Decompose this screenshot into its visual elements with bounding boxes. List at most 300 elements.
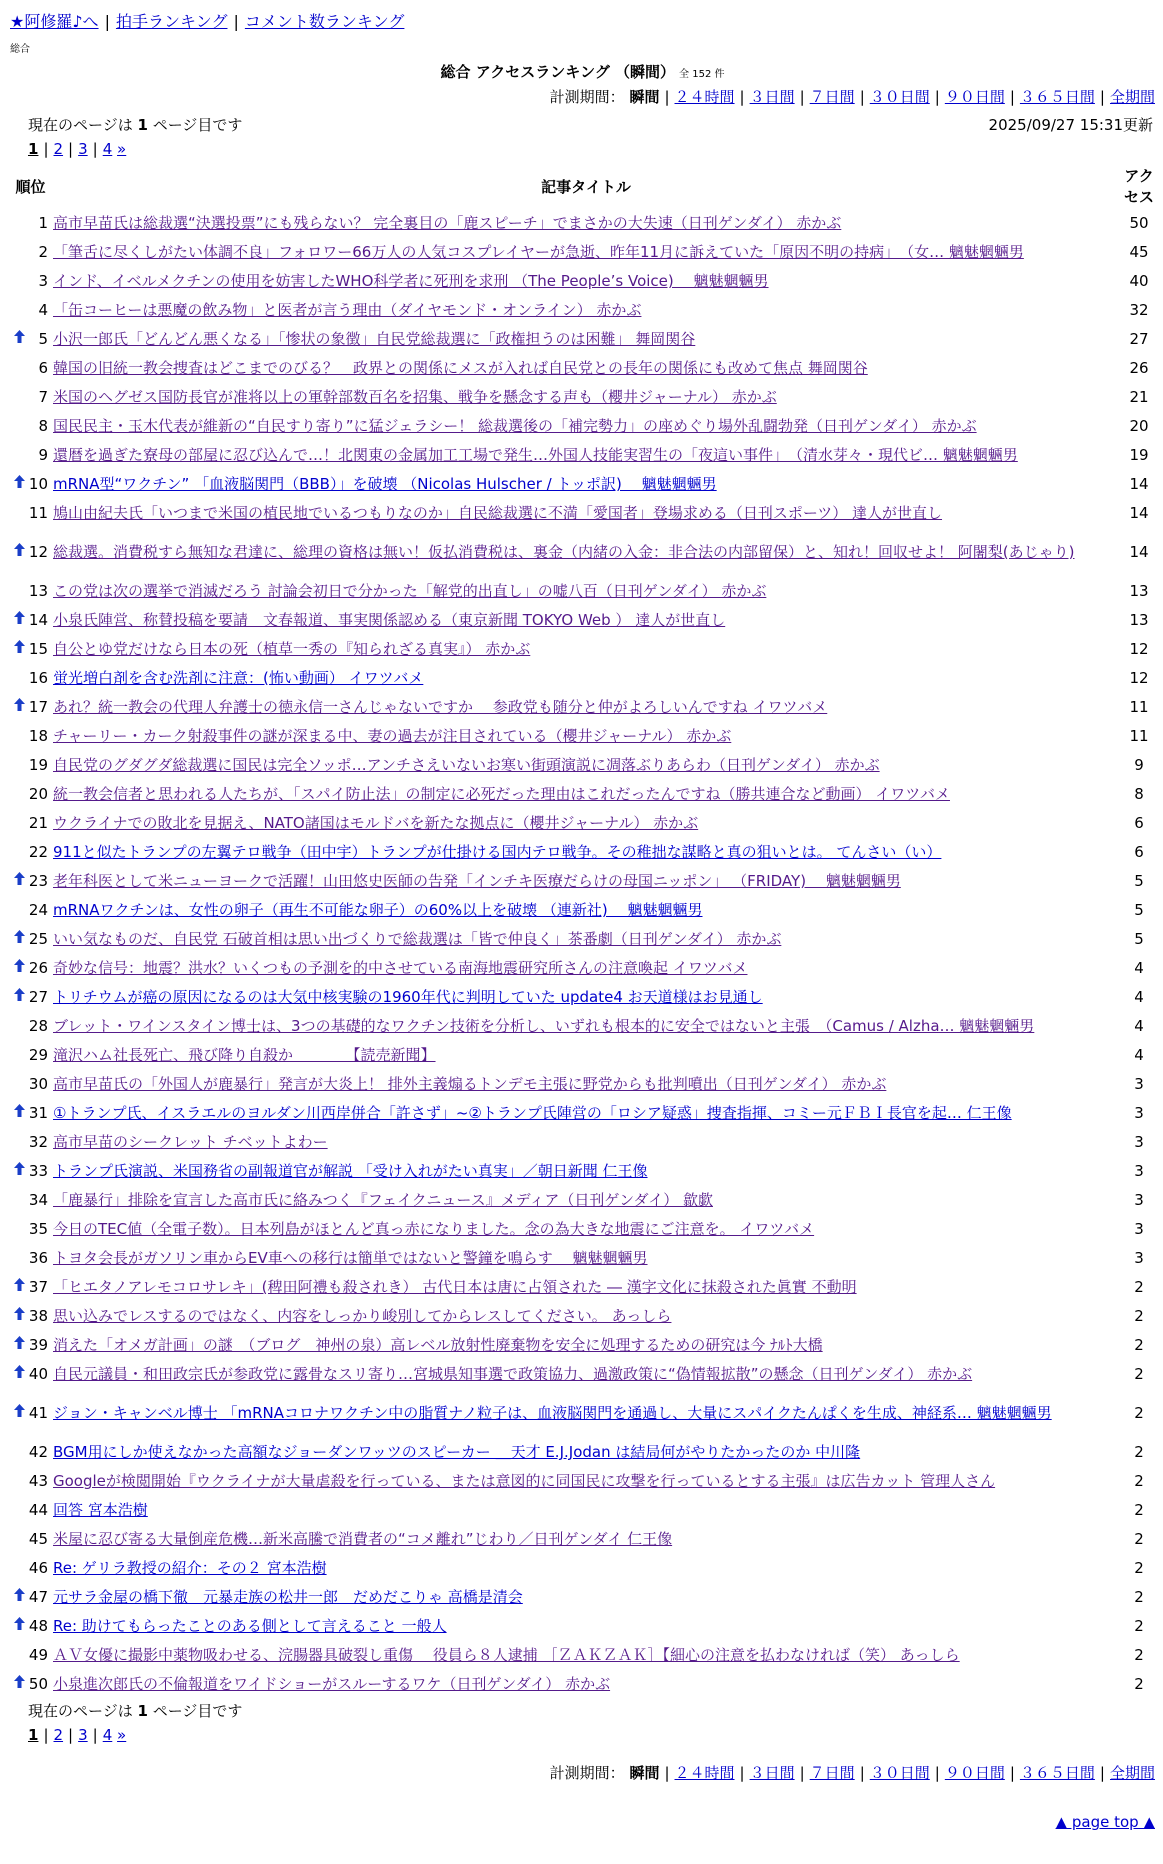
separator: | xyxy=(739,88,745,106)
title-cell xyxy=(51,722,1121,751)
article-link[interactable]: Re: ゲリラ教授の紹介：その２ 宮本浩樹 xyxy=(53,1559,327,1577)
table-row xyxy=(10,441,1157,470)
access-count: 3 xyxy=(1134,1249,1144,1267)
rank-number: 45 xyxy=(28,1530,48,1548)
table-row xyxy=(10,209,1157,238)
title-cell xyxy=(51,635,1121,664)
rank-change xyxy=(10,1273,28,1302)
article-link[interactable]: 蛍光増白剤を含む洗剤に注意：(怖い動画） イワツバメ xyxy=(53,669,424,687)
rank-change xyxy=(10,751,28,780)
rank-number: 5 xyxy=(38,330,48,348)
top-nav xyxy=(10,12,1155,32)
article-link[interactable]: 奇妙な信号：地震？洪水？いくつもの予測を的中させている南海地震研究所さんの注意喚起 イワツバメ xyxy=(53,959,748,977)
title-cell xyxy=(51,809,1121,838)
article-link[interactable]: 自公とゆ党だけなら日本の死（植草一秀の『知られざる真実』） 赤かぶ xyxy=(53,640,531,658)
access-count: 2 xyxy=(1134,1559,1144,1577)
rank-change xyxy=(10,1612,28,1641)
separator: | xyxy=(68,140,74,158)
table-row xyxy=(10,1273,1157,1302)
category-label: 総合 xyxy=(10,44,30,55)
article-link[interactable]: チャーリー・カーク射殺事件の謎が深まる中、妻の過去が注目されている（櫻井ジャーナル） 赤かぶ xyxy=(53,727,732,745)
article-link[interactable]: mRNAワクチンは、女性の卵子（再生不可能な卵子）の60%以上を破壊 （連新社) 魑魅魍魎男 xyxy=(53,901,703,919)
rank-number: 35 xyxy=(28,1220,48,1238)
article-link[interactable]: 鳩山由紀夫氏「いつまで米国の植民地でいるつもりなのか」自民総裁選に不満「愛国者」登場求める（日刊スポーツ） 達人が世直し xyxy=(53,504,943,522)
rank-number: 43 xyxy=(28,1472,48,1490)
rank-number: 30 xyxy=(28,1075,48,1093)
period-link[interactable]: ３０日間 xyxy=(869,88,930,106)
period-link[interactable]: ３日間 xyxy=(749,88,795,106)
table-row xyxy=(10,809,1157,838)
period-link[interactable]: 全期間 xyxy=(1109,88,1155,106)
period-selector xyxy=(10,87,1155,107)
up-arrow-icon xyxy=(14,960,25,976)
rank-change xyxy=(10,1641,28,1670)
title-cell xyxy=(51,1244,1121,1273)
rank-change xyxy=(10,1099,28,1128)
access-count: 5 xyxy=(1134,901,1144,919)
article-link[interactable]: Re: 助けてもらったことのある側として言えること 一般人 xyxy=(53,1617,447,1635)
rank-number: 36 xyxy=(28,1249,48,1267)
separator: | xyxy=(739,1764,745,1782)
separator: | xyxy=(1099,1764,1105,1782)
separator: | xyxy=(1099,88,1105,106)
title-cell xyxy=(51,1389,1121,1438)
up-arrow-icon xyxy=(14,1405,25,1421)
article-link[interactable]: いい気なものだ、自民党 石破首相は思い出づくりで総裁選は「皆で仲良く」茶番劇（日刊ゲンダイ） 赤かぶ xyxy=(53,930,782,948)
rank-number: 14 xyxy=(28,611,48,629)
comment-ranking-link[interactable]: コメント数ランキング xyxy=(244,12,405,31)
article-link[interactable]: 国民民主・玉木代表が維新の“自民すり寄り”に猛ジェラシー！ 総裁選後の「補完勢力」の座めぐり場外乱闘勃発（日刊ゲンダイ） 赤かぶ xyxy=(53,417,977,435)
access-count: 12 xyxy=(1129,669,1149,687)
rank-change xyxy=(10,1157,28,1186)
ranking-title: 総合 アクセスランキング （瞬間） xyxy=(440,63,676,81)
title-cell xyxy=(51,1099,1121,1128)
table-row xyxy=(10,499,1157,528)
access-count: 11 xyxy=(1129,727,1149,745)
rank-change xyxy=(10,867,28,896)
pager-next-link[interactable]: » xyxy=(117,140,127,158)
access-count: 50 xyxy=(1129,214,1149,232)
table-row xyxy=(10,1302,1157,1331)
rank-number: 49 xyxy=(28,1646,48,1664)
article-link[interactable]: ジョン・キャンベル博士 「mRNAコロナワクチン中の脂質ナノ粒子は、血液脳関門を通過し、大量にスパイクたんぱくを生成、神経系… 魑魅魍魎男 xyxy=(53,1404,1052,1422)
access-count: 11 xyxy=(1129,698,1149,716)
table-row xyxy=(10,238,1157,267)
access-count: 4 xyxy=(1134,959,1144,977)
period-link[interactable]: ７日間 xyxy=(809,1764,855,1782)
table-row xyxy=(10,1128,1157,1157)
access-count: 2 xyxy=(1134,1501,1144,1519)
access-count: 26 xyxy=(1129,359,1149,377)
access-count: 2 xyxy=(1134,1530,1144,1548)
pager-next-link[interactable]: » xyxy=(117,1726,127,1744)
rank-change xyxy=(10,1360,28,1389)
table-row xyxy=(10,1389,1157,1438)
access-count: 2 xyxy=(1134,1646,1144,1664)
page-status: 現在のページは 1 ページ目です xyxy=(28,116,243,134)
rank-change xyxy=(10,838,28,867)
separator: | xyxy=(1009,1764,1015,1782)
article-link[interactable]: 元サラ金屋の橋下徹 元暴走族の松井一郎 だめだこりゃ 高橋是清会 xyxy=(53,1588,523,1606)
title-cell xyxy=(51,867,1121,896)
title-cell xyxy=(51,1360,1121,1389)
rank-number: 28 xyxy=(28,1017,48,1035)
table-row xyxy=(10,1186,1157,1215)
access-count: 2 xyxy=(1134,1617,1144,1635)
rank-number: 10 xyxy=(28,475,48,493)
article-link[interactable]: BGM用にしか使えなかった高額なジョーダンワッツのスピーカー ＿天才 E.J.Jodan は結局何がやりたかったのか 中川隆 xyxy=(53,1443,861,1461)
up-arrow-icon xyxy=(14,699,25,715)
access-count: 20 xyxy=(1129,417,1149,435)
page-status-bar xyxy=(28,115,1153,135)
period-current: 瞬間 xyxy=(629,88,660,106)
rank-change xyxy=(10,1525,28,1554)
rank-number: 48 xyxy=(28,1617,48,1635)
title-cell xyxy=(51,412,1121,441)
article-link[interactable]: 高市早苗氏は総裁選“決選投票”にも残らない？ 完全裏目の「鹿スピーチ」でまさかの大失速（日刊ゲンダイ） 赤かぶ xyxy=(53,214,842,232)
rank-number: 27 xyxy=(28,988,48,1006)
rank-change xyxy=(10,1215,28,1244)
access-count: 3 xyxy=(1134,1191,1144,1209)
pager-link[interactable]: 2 xyxy=(53,1726,64,1744)
rank-number: 29 xyxy=(28,1046,48,1064)
up-arrow-icon xyxy=(14,989,25,1005)
access-count: 2 xyxy=(1134,1472,1144,1490)
period-link[interactable]: 全期間 xyxy=(1109,1764,1155,1782)
article-link[interactable]: 統一教会信者と思われる人たちが、「スパイ防止法」の制定に必死だった理由はこれだったんですね（勝共連合など動画） イワツバメ xyxy=(53,785,950,803)
rank-number: 42 xyxy=(28,1443,48,1461)
pagination-bottom xyxy=(28,1725,1155,1745)
rank-change xyxy=(10,1389,28,1438)
separator: | xyxy=(934,88,940,106)
rank-change xyxy=(10,693,28,722)
access-header: アクセス xyxy=(1123,167,1154,206)
rank-change xyxy=(10,1554,28,1583)
rank-number: 3 xyxy=(38,272,48,290)
rank-change xyxy=(10,954,28,983)
article-link[interactable]: 小沢一郎氏「どんどん悪くなる」「惨状の象徴」自民党総裁選に「政権担うのは困難」 舞岡関谷 xyxy=(53,330,696,348)
access-count: 4 xyxy=(1134,1046,1144,1064)
rank-change xyxy=(10,1302,28,1331)
rank-change xyxy=(10,209,28,238)
separator: | xyxy=(104,12,110,31)
article-link[interactable]: インド、イベルメクチンの使用を妨害したWHO科学者に死刑を求刑 （The People’s Voice) 魑魅魍魎男 xyxy=(53,272,769,290)
article-link[interactable]: 今日のTEC値（全電子数）。日本列島がほとんど真っ赤になりました。念の為大きな地震にご注意を。 イワツバメ xyxy=(53,1220,815,1238)
period-link[interactable]: ２４時間 xyxy=(674,1764,735,1782)
up-arrow-icon xyxy=(14,544,25,560)
rank-change xyxy=(10,238,28,267)
pager-link[interactable]: 2 xyxy=(53,140,64,158)
rank-change xyxy=(10,1331,28,1360)
table-row xyxy=(10,1070,1157,1099)
table-row xyxy=(10,867,1157,896)
access-count: 27 xyxy=(1129,330,1149,348)
rank-change xyxy=(10,896,28,925)
access-count: 5 xyxy=(1134,930,1144,948)
table-row xyxy=(10,954,1157,983)
table-row xyxy=(10,664,1157,693)
table-row xyxy=(10,577,1157,606)
rank-change xyxy=(10,664,28,693)
article-link[interactable]: 小泉氏陣営、称賛投稿を要請 文春報道、事実関係認める（東京新聞 TOKYO Web ） 達人が世直し xyxy=(53,611,726,629)
title-cell xyxy=(51,983,1121,1012)
article-link[interactable]: 米国のヘグゼス国防長官が准将以上の軍幹部数百名を招集、戦争を懸念する声も（櫻井ジャーナル） 赤かぶ xyxy=(53,388,777,406)
article-link[interactable]: あれ？統一教会の代理人弁護士の徳永信一さんじゃないですか 参政党も随分と仲がよろしいんですね イワツバメ xyxy=(53,698,828,716)
rank-number: 4 xyxy=(38,301,48,319)
table-row xyxy=(10,1360,1157,1389)
title-cell xyxy=(51,1496,1121,1525)
title-cell xyxy=(51,499,1121,528)
period-link[interactable]: ３６５日間 xyxy=(1019,88,1095,106)
access-count: 2 xyxy=(1134,1307,1144,1325)
separator: | xyxy=(664,1764,670,1782)
access-count: 19 xyxy=(1129,446,1149,464)
table-header xyxy=(10,163,1157,209)
access-count: 2 xyxy=(1134,1404,1144,1422)
rank-change xyxy=(10,1467,28,1496)
pager-link[interactable]: 4 xyxy=(102,140,113,158)
period-link[interactable]: ２４時間 xyxy=(674,88,735,106)
rank-number: 20 xyxy=(28,785,48,803)
up-arrow-icon xyxy=(14,1105,25,1121)
pagination xyxy=(28,139,1155,159)
title-cell xyxy=(51,383,1121,412)
period-link[interactable]: ３６５日間 xyxy=(1019,1764,1095,1782)
article-link[interactable]: 還暦を過ぎた寮母の部屋に忍び込んで…！北関東の金属加工工場で発生…外国人技能実習生の「夜這い事件」 （清水芽々・現代ビ… 魑魅魍魎男 xyxy=(53,446,1018,464)
title-cell xyxy=(51,954,1121,983)
pager-link[interactable]: 3 xyxy=(78,140,88,158)
table-row xyxy=(10,838,1157,867)
rank-number: 39 xyxy=(28,1336,48,1354)
period-link[interactable]: ７日間 xyxy=(809,88,855,106)
rank-number: 1 xyxy=(38,214,48,232)
article-link[interactable]: Googleが検閲開始『ウクライナが大量虐殺を行っている、または意図的に同国民に攻撃を行っているとする主張』は広告カット 管理人さん xyxy=(53,1472,996,1490)
article-link[interactable]: 「缶コーヒーは悪魔の飲み物」と医者が言う理由（ダイヤモンド・オンライン） 赤かぶ xyxy=(53,301,642,319)
access-count: 2 xyxy=(1134,1365,1144,1383)
table-row xyxy=(10,1583,1157,1612)
table-row xyxy=(10,606,1157,635)
rank-change xyxy=(10,296,28,325)
access-count: 3 xyxy=(1134,1162,1144,1180)
article-link[interactable]: 韓国の旧統一教会捜査はどこまでのびる？ 政界との関係にメスが入れば自民党との長年の関係にも改めて焦点 舞岡関谷 xyxy=(53,359,868,377)
rank-number: 32 xyxy=(28,1133,48,1151)
rank-number: 12 xyxy=(28,543,48,561)
page-title xyxy=(10,61,1155,82)
article-link[interactable]: 思い込みでレスするのではなく、内容をしっかり峻別してからレスしてください。 あっしら xyxy=(53,1307,672,1325)
rank-header: 順位 xyxy=(15,177,46,196)
access-count: 2 xyxy=(1134,1336,1144,1354)
page-status: 現在のページは 1 ページ目です xyxy=(28,1702,243,1720)
article-link[interactable]: トランプ氏演説、米国務省の副報道官が解説 「受け入れがたい真実」／朝日新聞 仁王像 xyxy=(53,1162,648,1180)
title-cell xyxy=(51,838,1121,867)
rank-change xyxy=(10,983,28,1012)
title-cell xyxy=(51,577,1121,606)
access-count: 8 xyxy=(1134,785,1144,803)
table-row xyxy=(10,693,1157,722)
access-count: 4 xyxy=(1134,1017,1144,1035)
period-link[interactable]: ９０日間 xyxy=(944,1764,1005,1782)
rank-change xyxy=(10,1438,28,1467)
access-count: 5 xyxy=(1134,872,1144,890)
title-cell xyxy=(51,1554,1121,1583)
period-label: 計測期間： xyxy=(549,88,625,106)
period-link[interactable]: ３０日間 xyxy=(869,1764,930,1782)
rank-number: 25 xyxy=(28,930,48,948)
table-row xyxy=(10,383,1157,412)
access-count: 6 xyxy=(1134,843,1144,861)
article-link[interactable]: ①トランプ氏、イスラエルのヨルダン川西岸併合「許さず」~②トランプ氏陣営の「ロシア疑惑」捜査指揮、コミー元ＦＢＩ長官を起… 仁王像 xyxy=(53,1104,1012,1122)
page-top-link[interactable]: ▲ page top ▲ xyxy=(1055,1813,1155,1831)
rank-number: 15 xyxy=(28,640,48,658)
rank-change xyxy=(10,1670,28,1699)
title-cell xyxy=(51,296,1121,325)
title-cell xyxy=(51,1302,1121,1331)
article-link[interactable]: 米屋に忍び寄る大量倒産危機…新米高騰で消費者の“コメ離れ”じわり／日刊ゲンダイ 仁王像 xyxy=(53,1530,673,1548)
separator: | xyxy=(799,1764,805,1782)
separator: | xyxy=(43,1726,49,1744)
pager-link[interactable]: 3 xyxy=(78,1726,88,1744)
article-link[interactable]: 総裁選。消費税すら無知な君達に、総理の資格は無い！仮払消費税は、裏金（内緒の入金：非合法の内部留保）と、知れ！回収せよ！ 阿闍梨(あじゃり) xyxy=(53,543,1075,561)
separator: | xyxy=(859,88,865,106)
article-link[interactable]: ウクライナでの敗北を見据え、NATO諸国はモルドバを新たな拠点に（櫻井ジャーナル） 赤かぶ xyxy=(53,814,699,832)
rank-change xyxy=(10,809,28,838)
table-row xyxy=(10,1244,1157,1273)
updated-timestamp: 2025/09/27 15:31更新 xyxy=(988,116,1153,134)
access-count: 2 xyxy=(1134,1588,1144,1606)
title-cell xyxy=(51,209,1121,238)
article-link[interactable]: ブレット・ワインスタイン博士は、3つの基礎的なワクチン技術を分析し、いずれも根本的に安全ではないと主張 （Camus / Alzha… 魑魅魍魎男 xyxy=(53,1017,1035,1035)
rank-change xyxy=(10,1070,28,1099)
rank-number: 41 xyxy=(28,1404,48,1422)
period-selector-bottom xyxy=(10,1763,1155,1783)
article-link[interactable]: 高市早苗のシークレット チベットよわー xyxy=(53,1133,328,1151)
article-link[interactable]: この党は次の選挙で消滅だろう 討論会初日で分かった「解党的出直し」の嘘八百（日刊ゲンダイ） 赤かぶ xyxy=(53,582,767,600)
article-link[interactable]: mRNA型“ワクチン” 「血液脳関門（BBB）」を破壊 （Nicolas Hulscher / トッポ訳) 魑魅魍魎男 xyxy=(53,475,717,493)
period-current: 瞬間 xyxy=(629,1764,660,1782)
article-link[interactable]: 小泉進次郎氏の不倫報道をワイドショーがスルーするワケ（日刊ゲンダイ） 赤かぶ xyxy=(53,1675,611,1693)
title-cell xyxy=(51,1583,1121,1612)
access-count: 14 xyxy=(1129,504,1149,522)
rank-change xyxy=(10,577,28,606)
up-arrow-icon xyxy=(14,612,25,628)
article-link[interactable]: 回答 宮本浩樹 xyxy=(53,1501,148,1519)
rank-number: 6 xyxy=(38,359,48,377)
article-link[interactable]: 「筆舌に尽くしがたい体調不良」フォロワー66万人の人気コスプレイヤーが急逝、昨年11月に訴えていた「原因不明の持病」 （女… 魑魅魍魎男 xyxy=(53,243,1024,261)
period-link[interactable]: ９０日間 xyxy=(944,88,1005,106)
title-cell xyxy=(51,1670,1121,1699)
article-link[interactable]: 滝沢ハム社長死亡、飛び降り自殺か 【読売新聞】 xyxy=(53,1046,436,1064)
article-link[interactable]: 911と似たトランプの左翼テロ戦争（田中宇）トランプが仕掛ける国内テロ戦争。その稚拙な謀略と真の狙いとは。 てんさい（い） xyxy=(53,843,942,861)
pager-link[interactable]: 4 xyxy=(102,1726,113,1744)
table-row xyxy=(10,751,1157,780)
title-cell xyxy=(51,606,1121,635)
title-cell xyxy=(51,1041,1121,1070)
clap-ranking-link[interactable]: 拍手ランキング xyxy=(115,12,228,31)
title-cell xyxy=(51,1331,1121,1360)
rank-number: 9 xyxy=(38,446,48,464)
access-count: 40 xyxy=(1129,272,1149,290)
separator: | xyxy=(43,140,49,158)
rank-change xyxy=(10,606,28,635)
separator: | xyxy=(68,1726,74,1744)
rank-number: 17 xyxy=(28,698,48,716)
rank-change xyxy=(10,325,28,354)
access-count: 21 xyxy=(1129,388,1149,406)
table-row xyxy=(10,1670,1157,1699)
access-count: 14 xyxy=(1129,543,1149,561)
access-count: 13 xyxy=(1129,582,1149,600)
rank-change xyxy=(10,1244,28,1273)
article-link[interactable]: 「ヒエタノアレモコロサレキ」(稗田阿禮も殺されき） 古代日本は唐に占領された ― 漢字文化に抹殺された眞實 不動明 xyxy=(53,1278,857,1296)
article-link[interactable]: 「鹿暴行」排除を宣言した高市氏に絡みつく『フェイクニュース』メディア（日刊ゲンダイ） 歙歔 xyxy=(53,1191,713,1209)
rank-number: 11 xyxy=(28,504,48,522)
rank-number: 21 xyxy=(28,814,48,832)
table-row xyxy=(10,1012,1157,1041)
rank-change xyxy=(10,1128,28,1157)
title-cell xyxy=(51,1273,1121,1302)
title-cell xyxy=(51,780,1121,809)
article-link[interactable]: ＡＶ女優に撮影中薬物吸わせる、浣腸器具破裂し重傷 役員ら８人逮捕 ［ＺＡＫＺＡＫ］【細心の注意を払わなければ（笑） あっしら xyxy=(53,1646,960,1664)
table-row xyxy=(10,1215,1157,1244)
up-arrow-icon xyxy=(14,1337,25,1353)
article-link[interactable]: 老年科医として米ニューヨークで活躍！山田悠史医師の告発「インチキ医療だらけの母国ニッポン」 （FRIDAY) 魑魅魍魎男 xyxy=(53,872,901,890)
title-cell xyxy=(51,1186,1121,1215)
separator: | xyxy=(92,1726,98,1744)
period-label: 計測期間： xyxy=(549,1764,625,1782)
article-link[interactable]: 消えた「オメガ計画」の謎 （ブログ 神州の泉）高レベル放射性廃棄物を安全に処理するための研究は今 ﾅﾙﾄ大橋 xyxy=(53,1336,823,1354)
article-link[interactable]: 自民党のグダグダ総裁選に国民は完全ソッポ…アンチさえいないお寒い街頭演説に凋落ぶりあらわ（日刊ゲンダイ） 赤かぶ xyxy=(53,756,880,774)
access-count: 2 xyxy=(1134,1675,1144,1693)
title-cell xyxy=(51,1128,1121,1157)
up-arrow-icon xyxy=(14,476,25,492)
table-row xyxy=(10,1099,1157,1128)
up-arrow-icon xyxy=(14,641,25,657)
table-row xyxy=(10,635,1157,664)
article-link[interactable]: トヨタ会長がガソリン車からEV車への移行は簡単ではないと警鐘を鳴らす 魑魅魍魎男 xyxy=(53,1249,648,1267)
rank-change xyxy=(10,354,28,383)
table-row xyxy=(10,983,1157,1012)
title-cell xyxy=(51,1525,1121,1554)
access-count: 4 xyxy=(1134,988,1144,1006)
rank-number: 46 xyxy=(28,1559,48,1577)
title-cell xyxy=(51,1070,1121,1099)
up-arrow-icon xyxy=(14,1618,25,1634)
title-cell xyxy=(51,528,1121,577)
table-row xyxy=(10,896,1157,925)
period-link[interactable]: ３日間 xyxy=(749,1764,795,1782)
article-link[interactable]: 自民元議員・和田政宗氏が参政党に露骨なスリ寄り…宮城県知事選で政策協力、過激政策に“偽情報拡散”の懸念（日刊ゲンダイ） 赤かぶ xyxy=(53,1365,973,1383)
rank-number: 7 xyxy=(38,388,48,406)
pager-current: 1 xyxy=(28,140,39,158)
asyura-home-link[interactable]: ★阿修羅♪へ xyxy=(10,12,99,31)
table-row xyxy=(10,925,1157,954)
title-cell xyxy=(51,1467,1121,1496)
access-count: 14 xyxy=(1129,475,1149,493)
rank-change xyxy=(10,441,28,470)
title-cell xyxy=(51,238,1121,267)
table-row xyxy=(10,528,1157,577)
title-cell xyxy=(51,325,1121,354)
article-link[interactable]: 高市早苗氏の「外国人が鹿暴行」発言が大炎上！ 排外主義煽るトンデモ主張に野党からも批判噴出（日刊ゲンダイ） 赤かぶ xyxy=(53,1075,887,1093)
up-arrow-icon xyxy=(14,1366,25,1382)
up-arrow-icon xyxy=(14,873,25,889)
rank-change xyxy=(10,383,28,412)
rank-change xyxy=(10,1186,28,1215)
page-top-container xyxy=(10,1813,1155,1831)
table-row xyxy=(10,470,1157,499)
article-link[interactable]: トリチウムが癌の原因になるのは大気中核実験の1960年代に判明していた update4 お天道様はお見通し xyxy=(53,988,763,1006)
rank-change xyxy=(10,1496,28,1525)
